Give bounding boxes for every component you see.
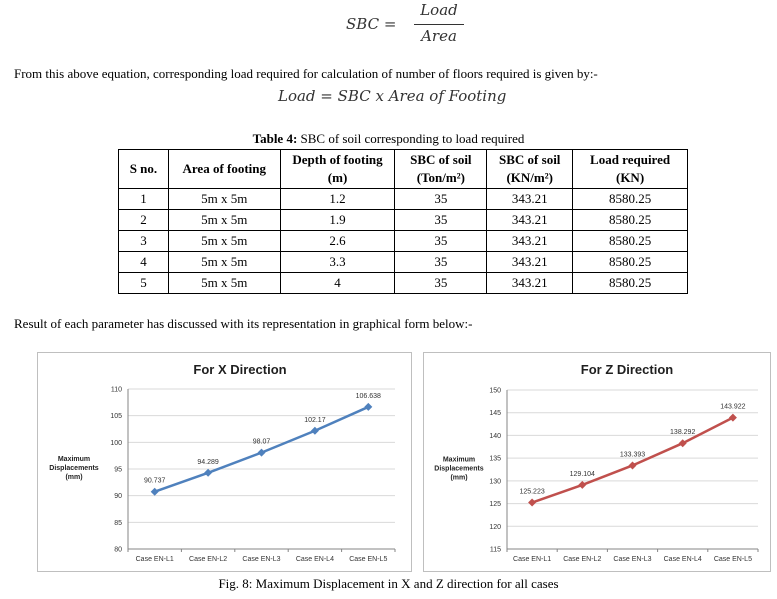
data-label: 102.17 (304, 416, 326, 424)
x-tick-label: Case EN-L4 (663, 556, 702, 563)
sbc-equation (346, 0, 486, 52)
data-label: 138.292 (670, 429, 696, 437)
chart-title: For Z Direction (580, 362, 674, 377)
y-tick-label: 130 (489, 478, 501, 486)
table-cell: 5m x 5m (168, 210, 280, 231)
sbc-table (118, 149, 688, 294)
y-tick-label: 110 (110, 386, 122, 394)
data-point (311, 427, 319, 435)
data-label: 125.223 (519, 488, 545, 496)
table-cell: 1.9 (280, 210, 395, 231)
table-cell: 5m x 5m (168, 273, 280, 294)
table-cell: 3 (119, 231, 169, 252)
chart-title: For X Direction (193, 362, 287, 377)
chart-x-direction (37, 352, 412, 572)
table-cell: 343.21 (487, 231, 573, 252)
fraction-bar (414, 24, 464, 25)
data-point (528, 499, 536, 507)
y-tick-label: 125 (489, 501, 501, 509)
table-caption-label: Table 4: (252, 131, 298, 146)
y-axis-label: (mm) (65, 474, 83, 481)
x-tick-label: Case EN-L3 (242, 556, 281, 563)
header-depth: Depth of footing (m) (280, 150, 395, 189)
data-label: 106.638 (355, 392, 381, 400)
table-row (119, 273, 688, 294)
table-row (119, 189, 688, 210)
table-row (119, 210, 688, 231)
x-tick-label: Case EN-L1 (135, 556, 174, 563)
data-point (364, 403, 372, 411)
x-tick-label: Case EN-L5 (349, 556, 388, 563)
table-cell: 35 (395, 252, 487, 273)
x-tick-label: Case EN-L3 (613, 556, 652, 563)
table-cell: 1.2 (280, 189, 395, 210)
table-cell: 343.21 (487, 189, 573, 210)
table-cell: 8580.25 (573, 231, 688, 252)
y-axis-label: Maximum (57, 456, 91, 463)
data-point (258, 449, 266, 457)
table-cell: 4 (280, 273, 395, 294)
y-tick-label: 90 (114, 493, 122, 501)
table-cell: 35 (395, 273, 487, 294)
table-row (119, 231, 688, 252)
data-point (578, 481, 586, 489)
data-label: 133.393 (619, 451, 646, 459)
y-tick-label: 80 (114, 546, 122, 554)
table-cell: 343.21 (487, 252, 573, 273)
table-cell: 8580.25 (573, 189, 688, 210)
x-tick-label: Case EN-L5 (713, 556, 752, 563)
data-label: 90.737 (143, 477, 166, 485)
series-line (532, 418, 733, 503)
table-caption (0, 131, 777, 147)
chart-x-svg (38, 353, 411, 571)
data-point (151, 488, 159, 496)
y-tick-label: 95 (114, 466, 122, 474)
y-tick-label: 140 (489, 432, 501, 440)
chart-z-direction (423, 352, 771, 572)
table-cell: 343.21 (487, 273, 573, 294)
y-tick-label: 85 (114, 519, 122, 527)
table-cell: 5m x 5m (168, 252, 280, 273)
table-cell: 2.6 (280, 231, 395, 252)
data-point (204, 469, 212, 477)
data-point (629, 461, 637, 469)
x-tick-label: Case EN-L2 (189, 556, 228, 563)
table-header-row (119, 150, 688, 189)
data-label: 143.922 (720, 403, 746, 411)
equation-numerator: Load (420, 1, 458, 19)
data-label: 129.104 (569, 470, 595, 478)
table-cell: 35 (395, 210, 487, 231)
table-cell: 5 (119, 273, 169, 294)
paragraph-results: Result of each parameter has discussed with its representation in graphical form below:- (14, 316, 473, 331)
y-axis-label: Maximum (442, 456, 476, 464)
header-area: Area of footing (168, 150, 280, 189)
y-tick-label: 120 (489, 523, 501, 531)
chart-z-svg (424, 353, 770, 571)
y-tick-label: 135 (489, 455, 501, 463)
header-sbc-kn: SBC of soil (KN/m²) (487, 150, 573, 189)
table-cell: 2 (119, 210, 169, 231)
x-tick-label: Case EN-L4 (295, 556, 334, 563)
table-cell: 8580.25 (573, 252, 688, 273)
table-cell: 35 (395, 189, 487, 210)
y-tick-label: 115 (489, 546, 501, 554)
table-cell: 4 (119, 252, 169, 273)
y-tick-label: 150 (489, 387, 501, 395)
x-tick-label: Case EN-L1 (513, 556, 552, 563)
table-row (119, 252, 688, 273)
header-load: Load required (KN) (573, 150, 688, 189)
table-cell: 5m x 5m (168, 231, 280, 252)
equation-denominator: Area (421, 27, 457, 45)
x-tick-label: Case EN-L2 (563, 556, 602, 563)
table-cell: 35 (395, 231, 487, 252)
data-label: 98.07 (252, 438, 271, 446)
table-caption-text: SBC of soil corresponding to load required (297, 131, 525, 146)
table-cell: 8580.25 (573, 210, 688, 231)
y-axis-label: Displacements (49, 465, 99, 472)
figure-caption: Fig. 8: Maximum Displacement in X and Z direction for all cases (218, 576, 559, 591)
table-cell: 1 (119, 189, 169, 210)
y-axis-label: (mm) (450, 474, 468, 482)
y-tick-label: 105 (110, 413, 122, 421)
load-equation: Load = SBC x Area of Footing (278, 87, 507, 105)
table-cell: 3.3 (280, 252, 395, 273)
table-cell: 343.21 (487, 210, 573, 231)
header-sbc-ton: SBC of soil (Ton/m²) (395, 150, 487, 189)
table-cell: 8580.25 (573, 273, 688, 294)
data-label: 94.289 (197, 458, 219, 466)
y-axis-label: Displacements (434, 465, 484, 473)
equation-lhs: SBC = (346, 15, 397, 33)
paragraph-intro: From this above equation, corresponding load required for calculation of number of floors required is given by:- (14, 66, 598, 81)
y-tick-label: 145 (489, 410, 501, 418)
header-s-no: S no. (119, 150, 169, 189)
table-cell: 5m x 5m (168, 189, 280, 210)
y-tick-label: 100 (110, 439, 122, 447)
